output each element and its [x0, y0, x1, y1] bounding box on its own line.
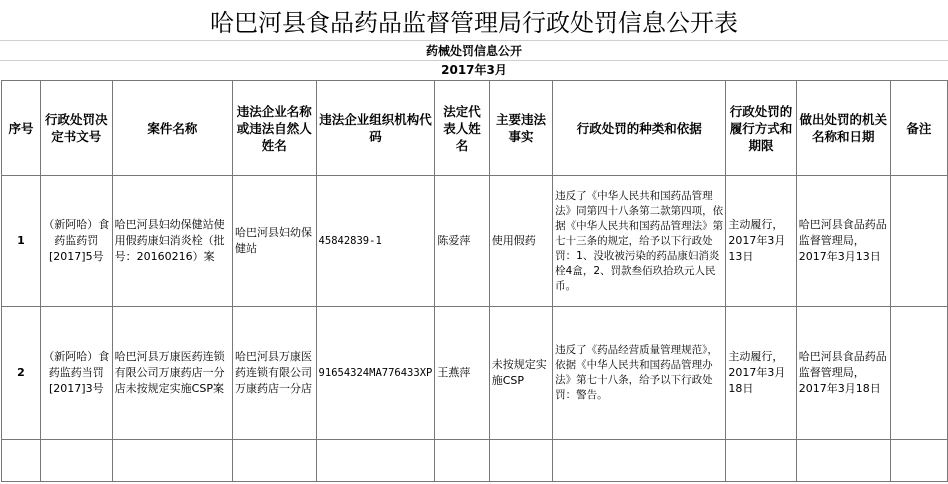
empty-cell: [435, 440, 489, 482]
header-remark: 备注: [890, 81, 947, 176]
row-rep: 陈爱萍: [435, 176, 489, 307]
row-basis: 违反了《药品经营质量管理规范》，依据《中华人民共和国药品管理办法》第七十八条，给予以下行政处罚：警告。: [553, 307, 726, 440]
row-org-code: 91654324MA776433XP: [316, 307, 435, 440]
row-no: 2: [2, 307, 41, 440]
row-no: 1: [2, 176, 41, 307]
row-case-name: 哈巴河县万康医药连锁有限公司万康药店一分店未按规定实施CSP案: [112, 307, 232, 440]
table-row: [2, 307, 948, 440]
period-date: 2017年3月: [441, 63, 507, 77]
row-basis: 违反了《中华人民共和国药品管理法》同第四十八条第二款第四项，依据《中华人民共和国药品管理法》第七十三条的规定，给予以下行政处罚：1、没收被污染的药品康妇消炎栓4盒，2、罚款叁佰玖拾玖元人民币。: [553, 176, 726, 307]
header-authority: 做出处罚的机关名称和日期: [796, 81, 890, 176]
row-fact: 未按规定实施CSP: [489, 307, 552, 440]
empty-cell: [553, 440, 726, 482]
row-authority: 哈巴河县食品药品监督管理局，2017年3月18日: [796, 307, 890, 440]
row-rep: 王燕萍: [435, 307, 489, 440]
header-fact: 主要违法事实: [489, 81, 552, 176]
header-rep: 法定代表人姓名: [435, 81, 489, 176]
row-performance: 主动履行，2017年3月13日: [726, 176, 796, 307]
row-doc-no: （新阿哈）食药监药当罚[2017]3号: [40, 307, 112, 440]
header-performance: 行政处罚的履行方式和期限: [726, 81, 796, 176]
header-row: [2, 81, 948, 176]
empty-cell: [890, 440, 947, 482]
header-doc-no: 行政处罚决定书文号: [40, 81, 112, 176]
row-org-code: 45842839-1: [316, 176, 435, 307]
empty-cell: [2, 440, 41, 482]
header-no: 序号: [2, 81, 41, 176]
empty-cell: [40, 440, 112, 482]
header-party: 违法企业名称或违法自然人姓名: [232, 81, 316, 176]
header-case-name: 案件名称: [112, 81, 232, 176]
empty-cell: [232, 440, 316, 482]
row-case-name: 哈巴河县妇幼保健站使用假药康妇消炎栓（批号：20160216）案: [112, 176, 232, 307]
penalty-table: [1, 80, 948, 482]
header-basis: 行政处罚的种类和依据: [553, 81, 726, 176]
row-fact: 使用假药: [489, 176, 552, 307]
row-party: 哈巴河县妇幼保健站: [232, 176, 316, 307]
row-remark: [890, 307, 947, 440]
row-party: 哈巴河县万康医药连锁有限公司万康药店一分店: [232, 307, 316, 440]
section-subtitle: 药械处罚信息公开: [425, 44, 522, 58]
row-authority: 哈巴河县食品药品监督管理局，2017年3月13日: [796, 176, 890, 307]
row-remark: [890, 176, 947, 307]
row-doc-no: （新阿哈）食药监药罚[2017]5号: [40, 176, 112, 307]
empty-cell: [316, 440, 435, 482]
empty-cell: [796, 440, 890, 482]
empty-cell: [726, 440, 796, 482]
row-performance: 主动履行，2017年3月18日: [726, 307, 796, 440]
empty-cell: [489, 440, 552, 482]
empty-cell: [112, 440, 232, 482]
header-org-code: 违法企业组织机构代码: [316, 81, 435, 176]
empty-row: [2, 440, 948, 482]
table-row: [2, 176, 948, 307]
page-title: 哈巴河县食品药品监督管理局行政处罚信息公开表: [210, 8, 738, 37]
